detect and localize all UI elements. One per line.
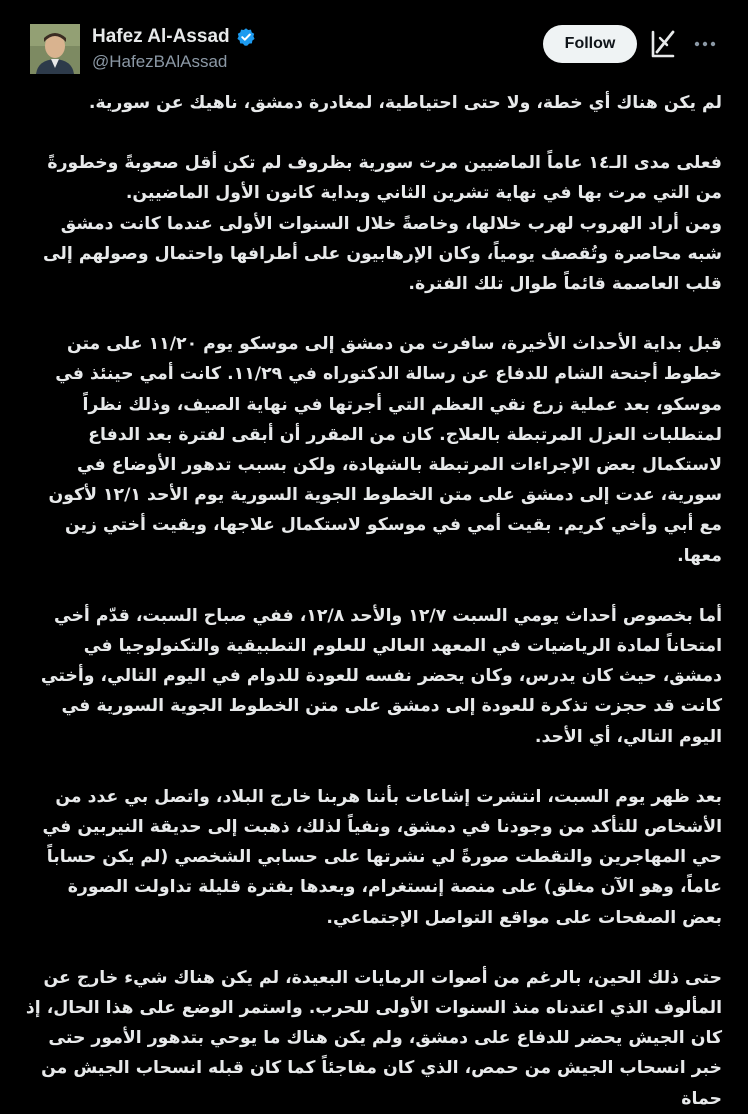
post-paragraph: قبل بداية الأحداث الأخيرة، سافرت من دمشق إلى موسكو يوم ١١/٢٠ على متن خطوط أجنحة الشام للدفاع عن رسالة الدكتوراه في ١١/٢٩. كانت أمي حينئذ في موسكو، بعد عملية زرع نقي العظم التي أجرتها في نهاية الصيف، وذلك نظراً لمتطلبات العزل المرتبطة بالعلاج. كان من المقرر أن أبقى لفترة بعد الدفاع لاستكمال بعض الإجراءات المرتبطة بالشهادة، ولكن بسبب تدهور الأوضاع في سورية، عدت إلى دمشق على متن الخطوط الجوية السورية يوم الأحد ١٢/١ لأكون مع أبي وأخي كريم. بقيت أمي في موسكو لاستكمال علاجها، وبقيت أختي زين معها. <box>48 334 722 566</box>
post-paragraph: ومن أراد الهروب لهرب خلالها، وخاصةً خلال السنوات الأولى عندما كانت دمشق شبه محاصرة وتُقصف يومياً، وكان الإرهابيون على أطرافها واحتمال وصولهم إلى قلب العاصمة قائماً طوال تلك الفترة. <box>42 213 722 295</box>
author-handle[interactable]: @HafezBAlAssad <box>92 52 228 71</box>
post-paragraph: أما بخصوص أحداث يومي السبت ١٢/٧ والأحد ١٢/٨، ففي صباح السبت، قدّم أخي امتحاناً لمادة الرياضيات في المعهد العالي للعلوم التطبيقية والتكنولوجيا في دمشق، حيث كان يدرس، وكان يحضر نفسه للعودة للدوام في اليوم التالي، وأختي كانت قد حجزت تذكرة للعودة إلى دمشق على متن الخطوط الجوية السورية في اليوم التالي، أي الأحد. <box>40 605 722 747</box>
post-paragraph: لم يكن هناك أي خطة، ولا حتى احتياطية، لمغادرة دمشق، ناهيك عن سورية. <box>88 93 722 113</box>
more-options-icon[interactable] <box>690 30 720 58</box>
post-paragraph: حتى ذلك الحين، بالرغم من أصوات الرمايات البعيدة، لم يكن هناك شيء خارج عن المألوف الذي اعتدناه منذ السنوات الأولى للحرب. واستمر الوضع على هذا الحال، إذ كان الجيش يحضر للدفاع على دمشق، ولم يكن هناك ما يوحي بتدهور الأمور حتى خبر انسحاب الجيش من حمص، الذي كان مفاجئاً كما كان قبله انسحاب الجيش من حماة <box>25 967 722 1109</box>
avatar-photo-icon <box>30 24 80 74</box>
display-name-row <box>92 24 256 50</box>
author-display-name[interactable]: Hafez Al-Assad <box>92 26 230 47</box>
post-header <box>0 0 748 92</box>
author-info <box>92 24 256 72</box>
post-paragraph: فعلى مدى الـ١٤ عاماً الماضيين مرت سورية بظروف لم تكن أقل صعوبةً وخطورةً من التي مرت بها في نهاية تشرين الثاني وبداية كانون الأول الماضيين. <box>47 153 722 204</box>
post-paragraph: بعد ظهر يوم السبت، انتشرت إشاعات بأننا هربنا خارج البلاد، واتصل بي عدد من الأشخاص للتأكد من وجودنا في دمشق، ونفياً لذلك، ذهبت إلى حديقة النيربين في حي المهاجرين والتقطت صورةً لي نشرتها على حسابي الشخصي (لم يكن حساباً عاماً، وهو الآن مغلق) على منصة إنستغرام، وبعدها بفترة قليلة تداولت الصورة بعض الصفحات على مواقع التواصل الإجتماعي. <box>42 786 722 928</box>
grok-icon[interactable] <box>648 28 678 60</box>
author-avatar[interactable] <box>30 24 80 74</box>
follow-button[interactable]: Follow <box>543 25 637 63</box>
verified-badge-icon[interactable] <box>236 27 256 47</box>
post-text <box>24 88 722 1109</box>
